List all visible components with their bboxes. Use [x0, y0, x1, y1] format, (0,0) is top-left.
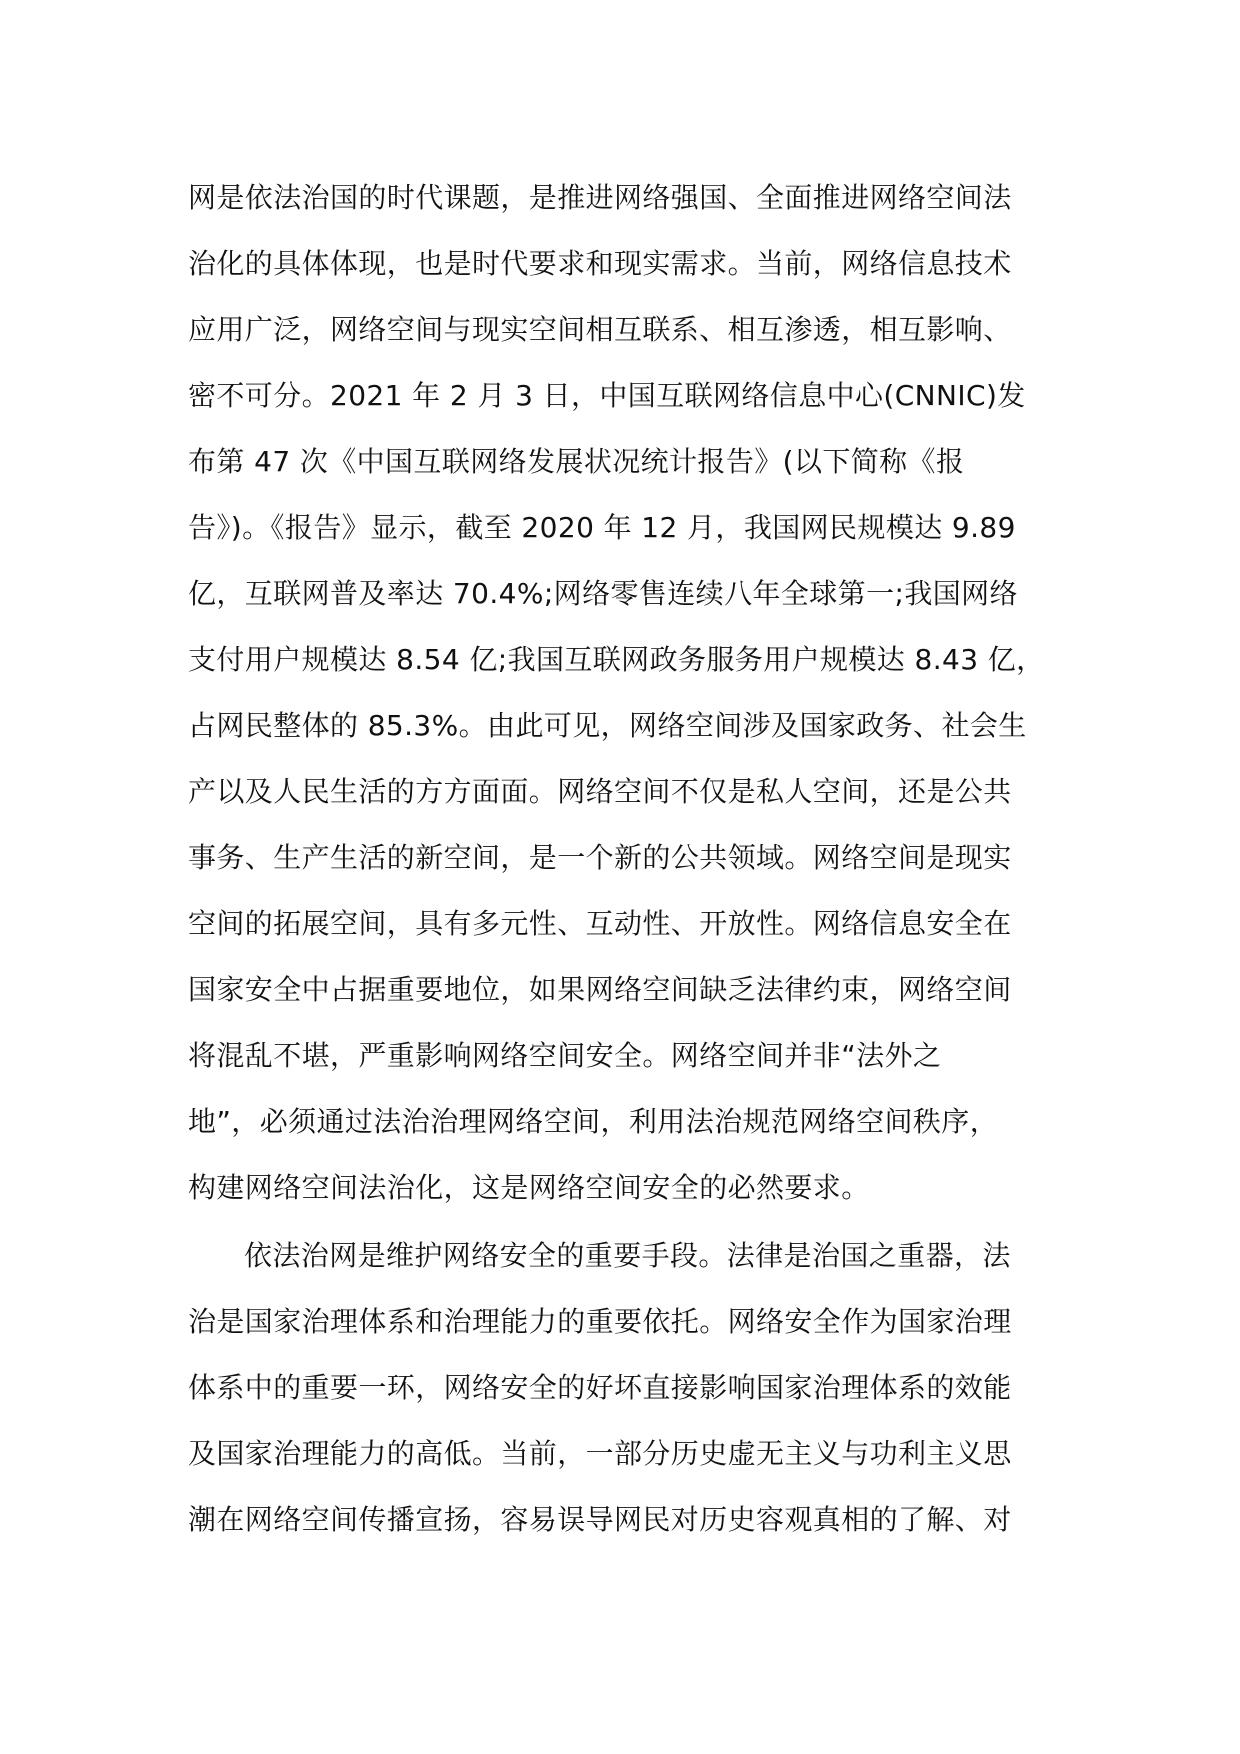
text-line: 构建网络空间法治化，这是网络空间安全的必然要求。	[188, 1171, 870, 1204]
text-line: 密不可分。2021 年 2 月 3 日，中国互联网络信息中心(CNNIC)发	[188, 379, 1026, 412]
text-line: 治化的具体体现，也是时代要求和现实需求。当前，网络信息技术	[188, 247, 1012, 280]
text-line: 事务、生产生活的新空间，是一个新的公共领域。网络空间是现实	[188, 841, 1012, 874]
text-line: 空间的拓展空间，具有多元性、互动性、开放性。网络信息安全在	[188, 907, 1012, 940]
text-line: 治是国家治理体系和治理能力的重要依托。网络安全作为国家治理	[188, 1305, 1012, 1338]
text-line: 亿，互联网普及率达 70.4%;网络零售连续八年全球第一;我国网络	[188, 577, 1018, 610]
text-line: 应用广泛，网络空间与现实空间相互联系、相互渗透，相互影响、	[188, 313, 1012, 346]
text-line: 支付用户规模达 8.54 亿;我国互联网政务服务用户规模达 8.43 亿，	[188, 643, 1045, 676]
text-line: 产以及人民生活的方方面面。网络空间不仅是私人空间，还是公共	[188, 775, 1012, 808]
text-line: 布第 47 次《中国互联网络发展状况统计报告》(以下简称《报	[188, 445, 965, 478]
paragraph-1	[188, 165, 1056, 1221]
text-line: 网是依法治国的时代课题，是推进网络强国、全面推进网络空间法	[188, 181, 1012, 214]
text-line: 地”，必须通过法治治理网络空间，利用法治规范网络空间秩序，	[188, 1105, 999, 1138]
document-body	[188, 165, 1056, 1553]
text-line: 体系中的重要一环，网络安全的好坏直接影响国家治理体系的效能	[188, 1371, 1012, 1404]
text-line: 告》)。《报告》显示，截至 2020 年 12 月，我国网民规模达 9.89	[188, 511, 1016, 544]
text-line: 国家安全中占据重要地位，如果网络空间缺乏法律约束，网络空间	[188, 973, 1012, 1006]
text-line: 及国家治理能力的高低。当前，一部分历史虚无主义与功利主义思	[188, 1437, 1012, 1470]
paragraph-2	[188, 1223, 1056, 1553]
text-line: 依法治网是维护网络安全的重要手段。法律是治国之重器，法	[244, 1239, 1011, 1272]
text-line: 潮在网络空间传播宣扬，容易误导网民对历史容观真相的了解、对	[188, 1503, 1012, 1536]
text-line: 将混乱不堪，严重影响网络空间安全。网络空间并非“法外之	[188, 1039, 942, 1072]
text-line: 占网民整体的 85.3%。由此可见，网络空间涉及国家政务、社会生	[188, 709, 1027, 742]
